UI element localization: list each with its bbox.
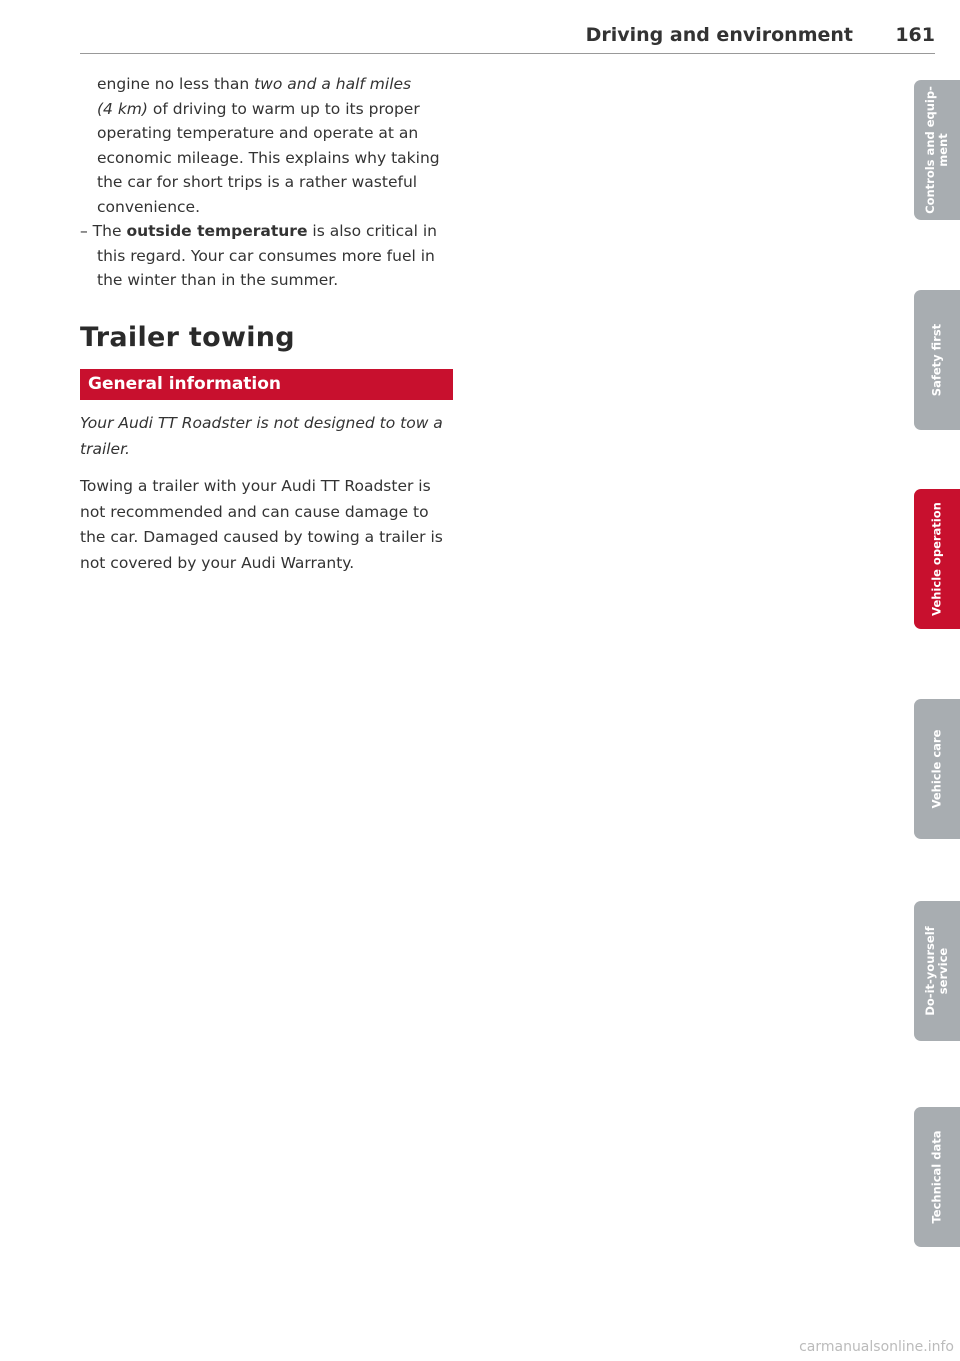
page-header: [80, 22, 935, 54]
tab-vehicle-care[interactable]: [914, 699, 960, 839]
tab-controls-and-equipment[interactable]: [914, 80, 960, 220]
tab-safety-first[interactable]: [914, 290, 960, 430]
tab-do-it-yourself-service[interactable]: [914, 901, 960, 1041]
continued-text: [80, 72, 452, 293]
tab-label: Safety first: [929, 323, 944, 397]
intro-text: Your Audi TT Roadster is not designed to tow a trailer.: [80, 414, 443, 458]
header-title: Driving and environment: [585, 24, 853, 46]
tab-label: Controls and equip- ment: [923, 86, 950, 214]
text-run: of driving to warm up to its proper operating temperature and operate at an economic mileage. This explains why taking the car for short trips is a rather wasteful convenience.: [97, 99, 440, 216]
header-rule: [80, 53, 935, 54]
continued-paragraph: [80, 72, 452, 219]
emphasis-text: (4 km): [97, 99, 148, 118]
tab-label: Technical data: [929, 1130, 944, 1224]
tab-label: Vehicle operation: [929, 502, 944, 616]
bold-term: outside temperature: [126, 222, 308, 240]
page-number: 161: [895, 24, 935, 46]
tab-technical-data[interactable]: [914, 1107, 960, 1247]
subsection-header: [80, 369, 453, 400]
subsection-title: General information: [88, 374, 282, 394]
tab-label: Do-it-yourself service: [923, 926, 950, 1016]
tab-label: Vehicle care: [929, 729, 944, 809]
body-paragraph: Towing a trailer with your Audi TT Roadster is not recommended and can cause damage to the car. Damaged caused by towing a trailer is not covered by your Audi Warranty.: [80, 477, 443, 572]
watermark: carmanualsonline.info: [799, 1339, 954, 1355]
emphasis-text: two and a half miles: [254, 75, 412, 93]
section-title: Trailer towing: [80, 322, 295, 353]
text-run: – The: [80, 222, 127, 240]
text-run: is also critical in this regard. Your car consumes more fuel in the winter than in the summer.: [97, 222, 437, 289]
tab-vehicle-operation[interactable]: [914, 489, 960, 629]
list-item: [80, 219, 452, 293]
text-run: engine no less than: [97, 75, 255, 93]
